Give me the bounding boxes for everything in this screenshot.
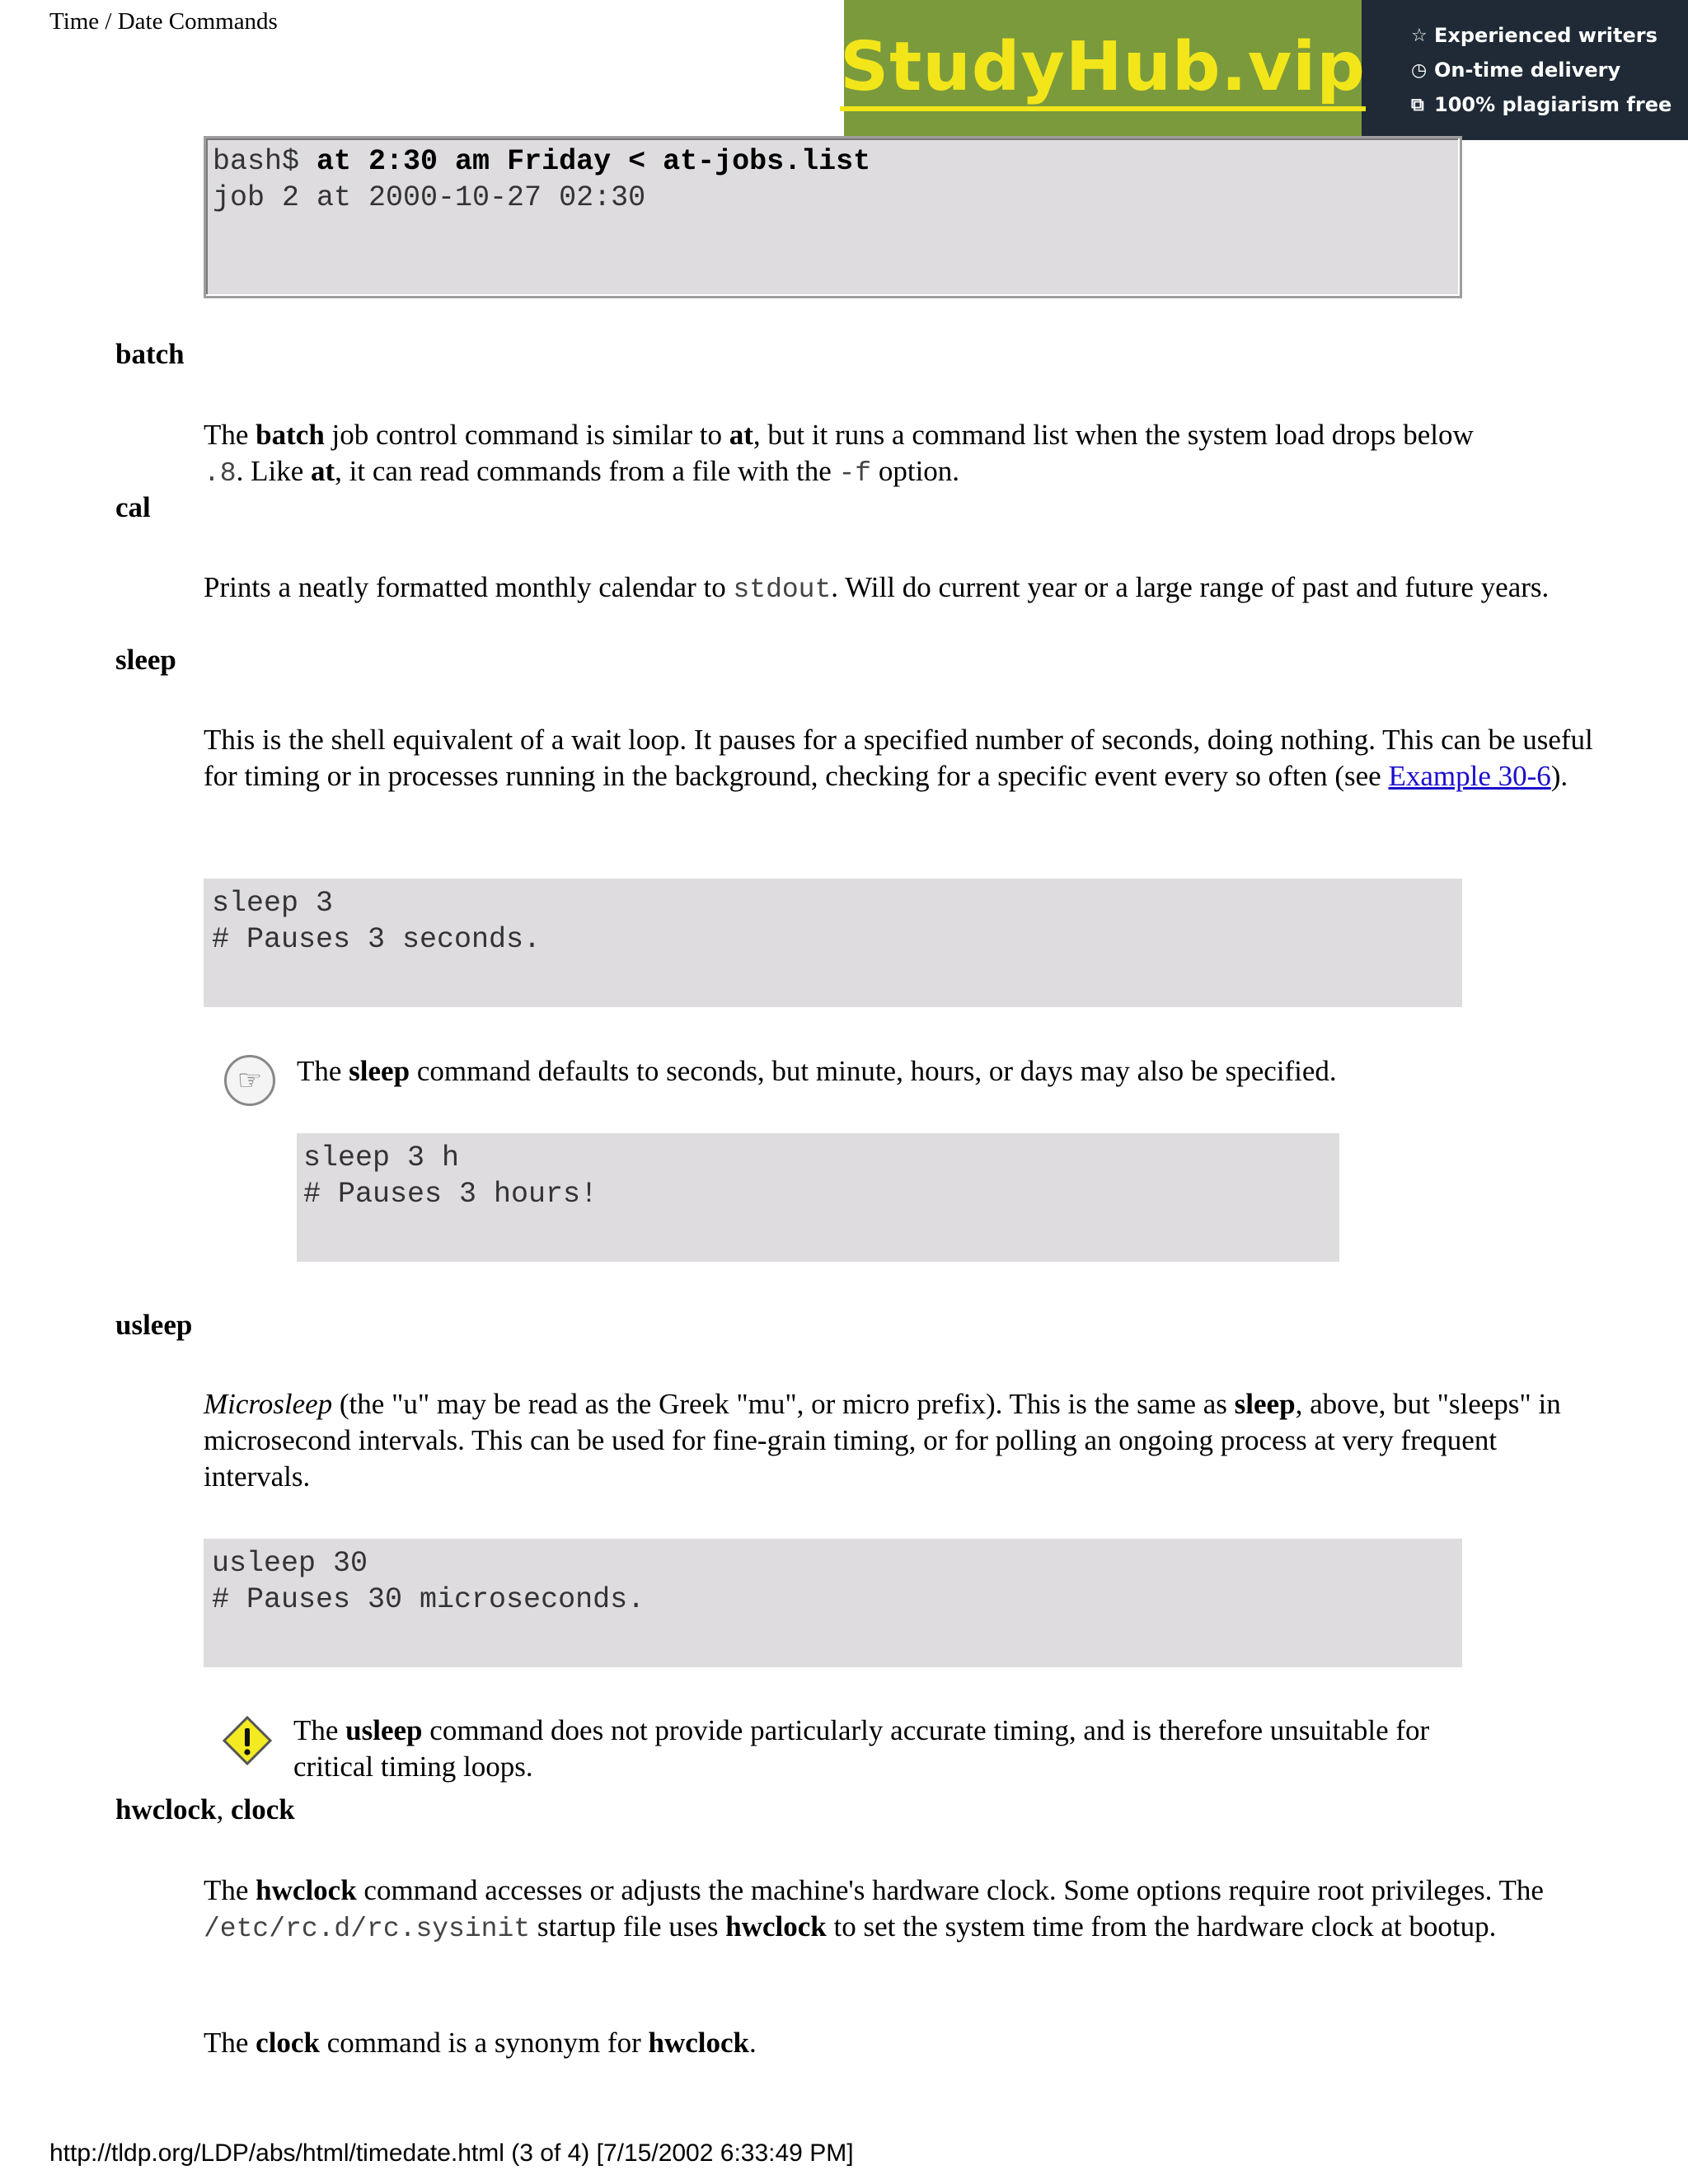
usleep-warning bbox=[293, 1713, 1472, 1785]
batch-description bbox=[204, 417, 1605, 492]
text: The bbox=[204, 419, 256, 451]
text: Prints a neatly formatted monthly calendar to bbox=[204, 571, 734, 603]
clock-description bbox=[204, 2025, 1605, 2061]
feature-item bbox=[1411, 18, 1688, 53]
text-bold: usleep bbox=[345, 1714, 423, 1746]
text: The bbox=[204, 1874, 256, 1906]
term-sleep: sleep bbox=[115, 644, 176, 676]
code-inline: .8 bbox=[204, 458, 237, 489]
text: startup file uses bbox=[530, 1910, 726, 1943]
star-icon: ☆ bbox=[1411, 25, 1428, 46]
term-cal: cal bbox=[115, 491, 151, 523]
page-footer-url: http://tldp.org/LDP/abs/html/timedate.html (3 of 4) [7/15/2002 6:33:49 PM] bbox=[49, 2139, 854, 2167]
text-bold: hwclock bbox=[256, 1874, 357, 1906]
term-hwclock-clock bbox=[115, 1793, 295, 1826]
example-30-6-link[interactable]: Example 30-6 bbox=[1388, 760, 1551, 792]
code-line: sleep 3 h bbox=[303, 1141, 460, 1174]
sleep-note-code-block bbox=[297, 1133, 1339, 1262]
banner-logo-area bbox=[840, 0, 1366, 140]
text: The bbox=[204, 2027, 256, 2059]
text-bold: at bbox=[311, 455, 335, 487]
code-line: usleep 30 bbox=[212, 1547, 368, 1580]
feature-text: Experienced writers bbox=[1434, 24, 1658, 47]
note-hand-icon: ☞ bbox=[224, 1055, 275, 1106]
text-bold: sleep bbox=[349, 1055, 410, 1087]
usleep-code-block bbox=[204, 1539, 1462, 1667]
page-header-title: Time / Date Commands bbox=[49, 8, 278, 35]
text-bold: clock bbox=[256, 2027, 320, 2059]
warning-icon bbox=[221, 1714, 274, 1767]
sleep-description bbox=[204, 722, 1609, 794]
text: command is a synonym for bbox=[319, 2027, 649, 2059]
code-output: job 2 at 2000-10-27 02:30 bbox=[213, 181, 646, 214]
text: command does not provide particularly accurate timing, and is therefore unsuitable for critical timing loops. bbox=[293, 1714, 1430, 1783]
text: option. bbox=[871, 455, 960, 487]
text: . Will do current year or a large range of past and future years. bbox=[831, 571, 1550, 603]
text: , but it runs a command list when the system load drops below bbox=[753, 419, 1474, 451]
clock-icon: ◷ bbox=[1411, 59, 1428, 81]
feature-item bbox=[1411, 87, 1688, 122]
code-line: # Pauses 3 seconds. bbox=[212, 923, 542, 956]
code-inline: stdout bbox=[733, 574, 832, 605]
term-hwclock: hwclock bbox=[115, 1793, 217, 1825]
at-example-code-block bbox=[204, 136, 1462, 298]
code-line: sleep 3 bbox=[212, 887, 334, 920]
text-bold: hwclock bbox=[725, 1910, 827, 1943]
sleep-note bbox=[297, 1053, 1533, 1090]
text: , it can read commands from a file with the bbox=[335, 455, 839, 487]
text: . bbox=[749, 2027, 757, 2059]
text: to set the system time from the hardware clock at bootup. bbox=[826, 1910, 1497, 1943]
code-line: # Pauses 30 microseconds. bbox=[212, 1583, 645, 1616]
feature-item bbox=[1411, 53, 1688, 87]
text-bold: batch bbox=[256, 419, 325, 451]
hwclock-description bbox=[204, 1872, 1588, 1947]
feature-text: 100% plagiarism free bbox=[1434, 93, 1672, 116]
term-separator: , bbox=[216, 1793, 231, 1825]
text: The bbox=[293, 1714, 346, 1746]
text-italic: Microsleep bbox=[204, 1388, 333, 1420]
text: This is the shell equivalent of a wait loop. It pauses for a specified number of seconds, doing nothing. This can be useful for timing or in processes running in the background, checking for a specific event every so often (see bbox=[204, 724, 1593, 792]
code-inline: /etc/rc.d/rc.sysinit bbox=[204, 1914, 531, 1944]
feature-text: On-time delivery bbox=[1434, 59, 1621, 82]
text: The bbox=[297, 1055, 349, 1087]
cal-description bbox=[204, 569, 1605, 608]
text-bold: hwclock bbox=[648, 2027, 749, 2059]
text: , above, but "sleeps" in microsecond intervals. This can be used for fine-grain timing, or for polling an ongoing process at very frequent intervals. bbox=[204, 1388, 1561, 1493]
code-line: # Pauses 3 hours! bbox=[303, 1178, 598, 1211]
banner-features bbox=[1362, 0, 1688, 140]
text: (the "u" may be read as the Greek "mu", or micro prefix). This is the same as bbox=[332, 1388, 1235, 1420]
code-prompt: bash$ bbox=[213, 145, 317, 178]
text-bold: sleep bbox=[1234, 1388, 1296, 1420]
term-batch: batch bbox=[115, 338, 185, 370]
usleep-description bbox=[204, 1386, 1572, 1495]
term-clock: clock bbox=[231, 1793, 295, 1825]
text: ). bbox=[1550, 760, 1568, 792]
logo-text: StudyHub.vip bbox=[840, 27, 1366, 106]
text: . Like bbox=[236, 455, 311, 487]
text: job control command is similar to bbox=[324, 419, 729, 451]
sleep-code-block bbox=[204, 879, 1462, 1007]
logo-underline bbox=[840, 106, 1366, 111]
copy-icon: ⧉ bbox=[1411, 94, 1424, 115]
text: command defaults to seconds, but minute, hours, or days may also be specified. bbox=[410, 1055, 1337, 1087]
text: command accesses or adjusts the machine's hardware clock. Some options require root privileges. The bbox=[356, 1874, 1544, 1906]
studyhub-logo bbox=[840, 28, 1366, 106]
code-command: at 2:30 am Friday < at-jobs.list bbox=[316, 145, 871, 178]
text-bold: at bbox=[729, 419, 753, 451]
studyhub-ad-banner[interactable] bbox=[840, 0, 1688, 140]
term-usleep: usleep bbox=[115, 1309, 193, 1341]
code-inline: -f bbox=[838, 458, 872, 489]
